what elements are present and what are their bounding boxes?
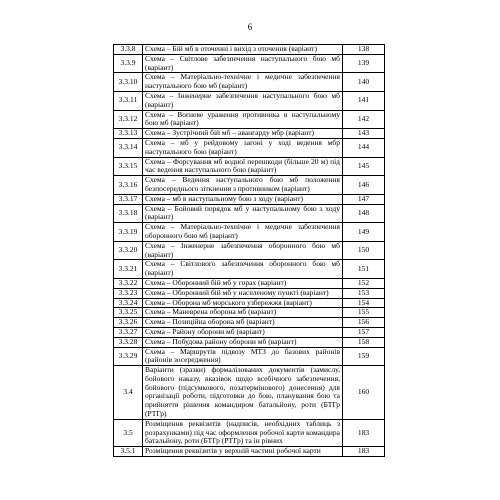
entry-number: 3.3.25: [114, 308, 143, 318]
entry-number: 3.4: [114, 366, 143, 420]
entry-title: Схема – Інженерне забезпечення наступального бою мб (варіант): [143, 91, 343, 110]
entry-page: 141: [343, 91, 385, 110]
table-row: [114, 129, 385, 139]
entry-title: Схема – мб у рейдовому загоні у ході ведення мбр наступального бою (варіант): [143, 138, 343, 157]
entry-title: Схема – Бій мб в оточенні і вихід з оточення (варіант): [143, 45, 343, 55]
entry-page: 155: [343, 308, 385, 318]
table-row: [114, 54, 385, 73]
entry-title: Схема – Оборонний бій мб у горах (варіант): [143, 278, 343, 288]
entry-number: 3.3.29: [114, 347, 143, 366]
toc-body: [114, 45, 385, 457]
table-row: [114, 419, 385, 446]
table-row: [114, 318, 385, 328]
table-row: [114, 204, 385, 223]
table-row: [114, 73, 385, 92]
table-row: [114, 288, 385, 298]
entry-page: 159: [343, 347, 385, 366]
entry-number: 3.3.18: [114, 204, 143, 223]
entry-title: Схема – Оборона мб морського узбережжя (варіант): [143, 298, 343, 308]
table-row: [114, 194, 385, 204]
entry-page: 147: [343, 194, 385, 204]
entry-title: Варіанти (зразки) формалізованих документів (замислу, бойового наказу, вказівок щодо всебічного забезпечення, бойового (підсумкового, позатермінового) донесення) для організації роботи, підготовки до бою, планування бою та прийняття рішення командиром батальйону, роти (БТГр (РТГр): [143, 366, 343, 420]
entry-title: Схема – Форсування мб водної перешкоди (більше 20 м) під час ведення наступального бою (варіант): [143, 157, 343, 176]
entry-title: Схема – Світлового забезпечення оборонного бою мб (варіант): [143, 260, 343, 279]
entry-title: Схема – Оборонний бій мб у населеному пункті (варіант): [143, 288, 343, 298]
entry-page: 139: [343, 54, 385, 73]
entry-page: 183: [343, 447, 385, 457]
entry-title: Схема – Району оборони мб (варіант): [143, 327, 343, 337]
entry-number: 3.3.28: [114, 337, 143, 347]
entry-title: Схема – Позиційна оборона мб (варіант): [143, 318, 343, 328]
table-row: [114, 110, 385, 129]
entry-title: Схема – Матеріально-технічне і медичне забезпечення наступального бою мб (варіант): [143, 73, 343, 92]
entry-page: 145: [343, 157, 385, 176]
table-row: [114, 366, 385, 420]
entry-number: 3.3.12: [114, 110, 143, 129]
entry-number: 3.3.13: [114, 129, 143, 139]
entry-title: Схема – Інженерне забезпечення оборонного бою мб (варіант): [143, 241, 343, 260]
entry-number: 3.3.8: [114, 45, 143, 55]
entry-page: 138: [343, 45, 385, 55]
entry-page: 183: [343, 419, 385, 446]
entry-number: 3.3.17: [114, 194, 143, 204]
entry-number: 3.3.16: [114, 176, 143, 195]
entry-title: Схема – Маневрена оборона мб (варіант): [143, 308, 343, 318]
entry-number: 3.3.27: [114, 327, 143, 337]
table-row: [114, 223, 385, 242]
entry-number: 3.3.15: [114, 157, 143, 176]
entry-number: 3.3.20: [114, 241, 143, 260]
entry-number: 3.5.1: [114, 447, 143, 457]
table-row: [114, 157, 385, 176]
entry-number: 3.3.9: [114, 54, 143, 73]
entry-number: 3.3.26: [114, 318, 143, 328]
table-row: [114, 45, 385, 55]
entry-page: 152: [343, 278, 385, 288]
entry-page: 143: [343, 129, 385, 139]
entry-page: 153: [343, 288, 385, 298]
entry-number: 3.3.11: [114, 91, 143, 110]
entry-page: 151: [343, 260, 385, 279]
entry-number: 3.3.24: [114, 298, 143, 308]
entry-page: 146: [343, 176, 385, 195]
entry-number: 3.3.22: [114, 278, 143, 288]
table-row: [114, 260, 385, 279]
entry-page: 158: [343, 337, 385, 347]
table-row: [114, 176, 385, 195]
table-row: [114, 138, 385, 157]
entry-page: 154: [343, 298, 385, 308]
entry-page: 157: [343, 327, 385, 337]
table-row: [114, 241, 385, 260]
entry-title: Розміщення реквізитів у верхній частині робочої карти: [143, 447, 343, 457]
entry-title: Схема – Побудова району оборони мб (варіант): [143, 337, 343, 347]
entry-page: 160: [343, 366, 385, 420]
entry-title: Схема – Світлове забезпечення наступального бою мб (варіант): [143, 54, 343, 73]
entry-page: 149: [343, 223, 385, 242]
entry-title: Схема – мб в наступальному бою з ходу (варіант): [143, 194, 343, 204]
entry-number: 3.3.21: [114, 260, 143, 279]
entry-page: 156: [343, 318, 385, 328]
entry-number: 3.3.19: [114, 223, 143, 242]
page-number: 6: [247, 22, 253, 32]
entry-page: 144: [343, 138, 385, 157]
table-row: [114, 327, 385, 337]
table-row: [114, 298, 385, 308]
entry-title: Схема – Зустрічний бій мб – авангарду мбр (варіант): [143, 129, 343, 139]
entry-title: Схема – Бойовий порядок мб у наступальному бою з ходу (варіант): [143, 204, 343, 223]
table-row: [114, 308, 385, 318]
entry-page: 150: [343, 241, 385, 260]
entry-number: 3.3.10: [114, 73, 143, 92]
entry-page: 148: [343, 204, 385, 223]
entry-number: 3.5: [114, 419, 143, 446]
table-row: [114, 337, 385, 347]
entry-title: Схема – Ведення наступального бою мб положення безпосереднього зіткнення з противником (варіант): [143, 176, 343, 195]
entry-title: Схема – Маршрутів підвозу МТЗ до базових районів (районів зосередження): [143, 347, 343, 366]
table-of-contents: [113, 44, 385, 457]
table-row: [114, 91, 385, 110]
table-row: [114, 447, 385, 457]
entry-page: 140: [343, 73, 385, 92]
entry-title: Розміщення реквізитів (надписів, необхідних таблиць з розрахунками) під час оформлення робочої карти командира батальйону, роти (БТГр (РТГр) та ін рівних: [143, 419, 343, 446]
entry-title: Схема – Вогневе ураження противника в наступальному бою мб (варіант): [143, 110, 343, 129]
entry-number: 3.3.23: [114, 288, 143, 298]
table-row: [114, 278, 385, 288]
entry-title: Схема – Матеріально-технічне і медичне забезпечення оборонного бою мб (варіант): [143, 223, 343, 242]
table-row: [114, 347, 385, 366]
entry-page: 142: [343, 110, 385, 129]
entry-number: 3.3.14: [114, 138, 143, 157]
